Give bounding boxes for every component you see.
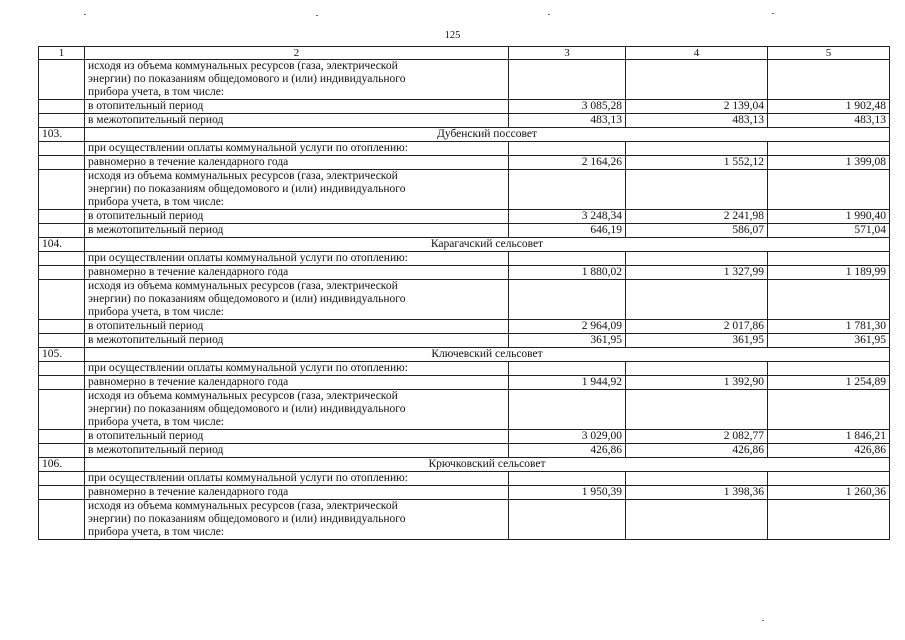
row-label: равномерно в течение календарного года [85,376,509,390]
section-name: Крючковский сельсовет [85,458,890,472]
row-label: в отопительный период [85,210,509,224]
empty-cell [39,100,85,114]
empty-cell [39,156,85,170]
row-label: в межотопительный период [85,444,509,458]
value-col3: 483,13 [509,114,626,128]
value-col5: 571,04 [768,224,890,238]
label-line: исходя из объема коммунальных ресурсов (газа, электрической [88,170,398,182]
label-line: исходя из объема коммунальных ресурсов (газа, электрической [88,500,398,512]
empty-cell [768,500,890,540]
row-label: при осуществлении оплаты коммунальной услуги по отоплению: [85,362,509,376]
label-line: энергии) по показаниям общедомового и (или) индивидуального [88,73,406,85]
table-row [39,334,890,348]
label-line: энергии) по показаниям общедомового и (или) индивидуального [88,403,406,415]
row-label: в отопительный период [85,100,509,114]
row-label: при осуществлении оплаты коммунальной услуги по отоплению: [85,142,509,156]
table-row [39,142,890,156]
label-line: исходя из объема коммунальных ресурсов (газа, электрической [88,390,398,402]
empty-cell [768,142,890,156]
row-label [85,500,509,540]
section-row [39,348,890,362]
value-col3: 1 950,39 [509,486,626,500]
empty-cell [626,472,768,486]
row-label [85,170,509,210]
row-label [85,280,509,320]
header-row [39,47,890,60]
row-label [85,60,509,100]
value-col5: 1 990,40 [768,210,890,224]
value-col5: 361,95 [768,334,890,348]
empty-cell [39,430,85,444]
empty-cell [39,170,85,210]
empty-cell [39,252,85,266]
value-col5: 483,13 [768,114,890,128]
table-row [39,114,890,128]
empty-cell [39,224,85,238]
empty-cell [39,334,85,348]
row-label: в отопительный период [85,320,509,334]
scan-speck [548,14,550,15]
section-row [39,458,890,472]
empty-cell [509,252,626,266]
value-col3: 3 029,00 [509,430,626,444]
label-line: прибора учета, в том числе: [88,526,224,538]
section-number: 105. [39,348,85,362]
empty-cell [768,472,890,486]
empty-cell [509,472,626,486]
table-row [39,210,890,224]
label-line: энергии) по показаниям общедомового и (или) индивидуального [88,293,406,305]
label-line: энергии) по показаниям общедомового и (или) индивидуального [88,513,406,525]
section-row [39,238,890,252]
section-number: 103. [39,128,85,142]
section-name: Дубенский поссовет [85,128,890,142]
label-line: прибора учета, в том числе: [88,196,224,208]
empty-cell [626,500,768,540]
header-cell: 3 [509,47,626,60]
value-col5: 1 189,99 [768,266,890,280]
value-col3: 2 164,26 [509,156,626,170]
value-col4: 586,07 [626,224,768,238]
empty-cell [509,280,626,320]
label-line: исходя из объема коммунальных ресурсов (газа, электрической [88,60,398,72]
row-label: в межотопительный период [85,114,509,128]
empty-cell [509,500,626,540]
empty-cell [39,390,85,430]
value-col3: 1 880,02 [509,266,626,280]
empty-cell [39,486,85,500]
empty-cell [626,280,768,320]
row-label: в межотопительный период [85,224,509,238]
value-col4: 2 241,98 [626,210,768,224]
label-line: исходя из объема коммунальных ресурсов (газа, электрической [88,280,398,292]
section-number: 104. [39,238,85,252]
empty-cell [626,390,768,430]
header-cell: 2 [85,47,509,60]
empty-cell [39,210,85,224]
table-row [39,266,890,280]
table-row [39,390,890,430]
table-row [39,486,890,500]
value-col3: 3 248,34 [509,210,626,224]
table-row [39,430,890,444]
row-label: при осуществлении оплаты коммунальной услуги по отоплению: [85,252,509,266]
empty-cell [509,362,626,376]
table-row [39,60,890,100]
value-col4: 361,95 [626,334,768,348]
empty-cell [626,142,768,156]
empty-cell [39,320,85,334]
value-col4: 2 139,04 [626,100,768,114]
table-row [39,472,890,486]
scan-speck [772,13,774,14]
row-label: в отопительный период [85,430,509,444]
value-col3: 3 085,28 [509,100,626,114]
table-row [39,362,890,376]
empty-cell [39,60,85,100]
empty-cell [509,142,626,156]
header-cell: 5 [768,47,890,60]
scan-speck [762,620,764,621]
empty-cell [768,390,890,430]
label-line: прибора учета, в том числе: [88,306,224,318]
table-row [39,376,890,390]
value-col5: 1 781,30 [768,320,890,334]
empty-cell [39,472,85,486]
empty-cell [626,362,768,376]
label-line: прибора учета, в том числе: [88,86,224,98]
section-name: Карагачский сельсовет [85,238,890,252]
label-line: энергии) по показаниям общедомового и (или) индивидуального [88,183,406,195]
empty-cell [39,266,85,280]
label-line: прибора учета, в том числе: [88,416,224,428]
row-label: в межотопительный период [85,334,509,348]
empty-cell [768,170,890,210]
empty-cell [768,280,890,320]
empty-cell [626,170,768,210]
empty-cell [39,114,85,128]
empty-cell [39,500,85,540]
table-row [39,170,890,210]
value-col3: 2 964,09 [509,320,626,334]
value-col3: 426,86 [509,444,626,458]
row-label: при осуществлении оплаты коммунальной услуги по отоплению: [85,472,509,486]
table-body [39,47,890,540]
empty-cell [768,252,890,266]
empty-cell [509,60,626,100]
empty-cell [509,170,626,210]
value-col4: 1 392,90 [626,376,768,390]
empty-cell [768,60,890,100]
scan-speck [316,15,318,16]
empty-cell [768,362,890,376]
empty-cell [626,60,768,100]
value-col4: 1 398,36 [626,486,768,500]
empty-cell [39,280,85,320]
row-label: равномерно в течение календарного года [85,486,509,500]
scan-speck [84,14,86,15]
table-row [39,156,890,170]
empty-cell [626,252,768,266]
empty-cell [39,376,85,390]
section-row [39,128,890,142]
page-number: 125 [444,30,461,41]
table-row [39,100,890,114]
value-col5: 1 399,08 [768,156,890,170]
header-cell: 4 [626,47,768,60]
table-row [39,252,890,266]
value-col4: 1 327,99 [626,266,768,280]
value-col5: 1 260,36 [768,486,890,500]
value-col4: 1 552,12 [626,156,768,170]
tariff-table [38,46,890,540]
value-col4: 426,86 [626,444,768,458]
table-row [39,444,890,458]
row-label [85,390,509,430]
header-cell: 1 [39,47,85,60]
table-row [39,500,890,540]
value-col3: 361,95 [509,334,626,348]
table-row [39,280,890,320]
row-label: равномерно в течение календарного года [85,156,509,170]
section-name: Ключевский сельсовет [85,348,890,362]
value-col4: 2 017,86 [626,320,768,334]
value-col5: 1 846,21 [768,430,890,444]
value-col3: 1 944,92 [509,376,626,390]
empty-cell [39,142,85,156]
section-number: 106. [39,458,85,472]
value-col4: 483,13 [626,114,768,128]
row-label: равномерно в течение календарного года [85,266,509,280]
table-row [39,224,890,238]
value-col5: 1 902,48 [768,100,890,114]
value-col5: 1 254,89 [768,376,890,390]
value-col4: 2 082,77 [626,430,768,444]
empty-cell [39,362,85,376]
value-col5: 426,86 [768,444,890,458]
table-row [39,320,890,334]
empty-cell [39,444,85,458]
value-col3: 646,19 [509,224,626,238]
empty-cell [509,390,626,430]
